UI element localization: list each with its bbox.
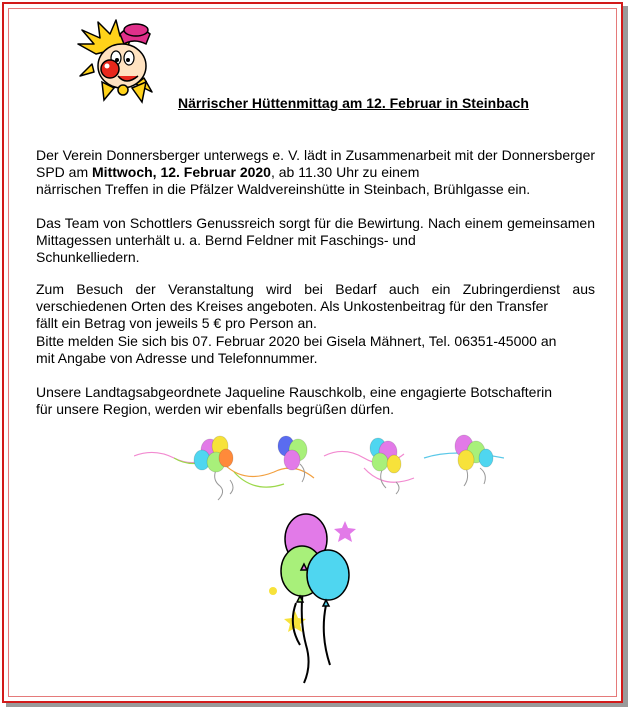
star-icon <box>334 521 356 542</box>
balloon-garland-icon <box>134 428 504 504</box>
balloon-bunch-icon <box>268 505 364 685</box>
paragraph-catering-line3: Schunkelliedern. <box>36 249 140 265</box>
paragraph-guest <box>36 384 595 418</box>
paragraph-catering-line2: gemeinsamen Mittagessen unterhält u. a. Bernd Feldner mit Faschings- und <box>36 215 595 248</box>
paragraph-registration <box>36 333 595 367</box>
paragraph-guest-line1: Unsere Landtagsabgeordnete Jaqueline Rauschkolb, eine engagierte Botschafterin <box>36 384 553 400</box>
paragraph-invitation-line3: närrischen Treffen in die Pfälzer Waldvereinshütte in Steinbach, Brühlgasse ein. <box>36 181 531 197</box>
paragraph-invitation-line2-pre: Donnersberger SPD am <box>36 147 596 180</box>
page-title: Närrischer Hüttenmittag am 12. Februar in Steinbach <box>178 95 529 111</box>
paragraph-shuttle-line1: Zum Besuch der Veranstaltung wird bei Bedarf auch ein Zubringerdienst aus <box>36 281 595 297</box>
paragraph-registration-line2: mit Angabe von Adresse und Telefonnummer. <box>36 350 318 366</box>
paragraph-invitation-line1: Der Verein Donnersberger unterwegs e. V. lädt in Zusammenarbeit mit der <box>36 147 498 163</box>
paragraph-shuttle <box>36 281 595 332</box>
page-shadow-right <box>623 6 628 705</box>
paragraph-catering-line1: Das Team von Schottlers Genussreich sorgt für die Bewirtung. Nach einem <box>36 215 503 231</box>
event-date: Mittwoch, 12. Februar 2020 <box>92 164 271 180</box>
paragraph-registration-line1: Bitte melden Sie sich bis 07. Februar 2020 bei Gisela Mähnert, Tel. 06351-45000 an <box>36 333 557 349</box>
paragraph-guest-line2: für unsere Region, werden wir ebenfalls begrüßen dürfen. <box>36 401 394 417</box>
paragraph-shuttle-line3: fällt ein Betrag von jeweils 5 € pro Person an. <box>36 315 317 331</box>
clown-icon <box>76 14 172 110</box>
paragraph-invitation <box>36 147 595 198</box>
paragraph-shuttle-line2: verschiedenen Orten des Kreises angeboten. Als Unkostenbeitrag für den Transfer <box>36 298 549 314</box>
page-shadow-bottom <box>6 703 628 707</box>
paragraph-invitation-line2-post: , ab 11.30 Uhr zu einem <box>270 164 420 180</box>
paragraph-catering <box>36 215 595 266</box>
